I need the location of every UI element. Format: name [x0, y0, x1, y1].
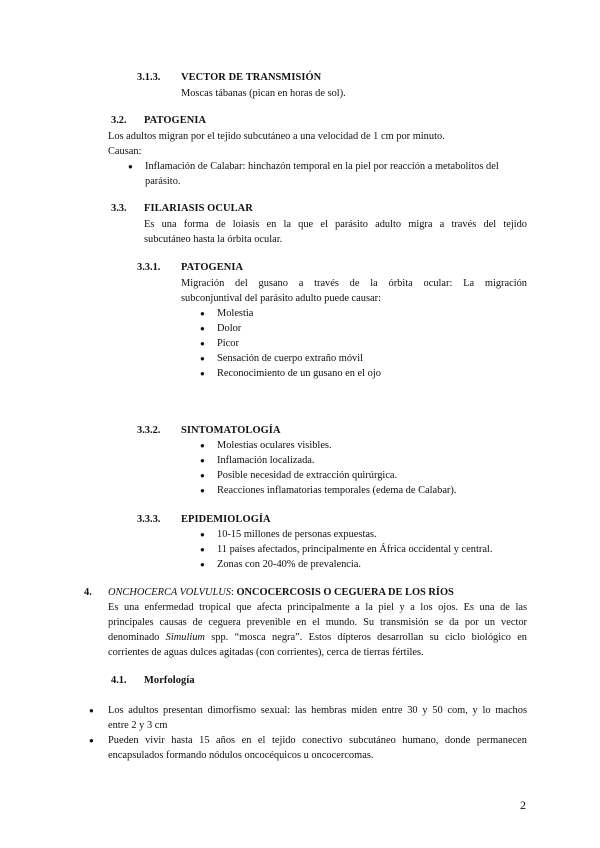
section-number-3-2: 3.2.: [111, 115, 127, 126]
vector-text: Moscas tábanas (pican en horas de sol).: [181, 88, 346, 99]
section-title-sintomatologia: SINTOMATOLOGÍA: [181, 425, 281, 436]
list-item: Posible necesidad de extracción quirúrgica.: [217, 470, 398, 481]
list-item: Picor: [217, 338, 239, 349]
bullet-icon: ●: [200, 471, 205, 480]
section-number-4-1: 4.1.: [111, 675, 127, 686]
list-item: Reacciones inflamatorias temporales (edema de Calabar).: [217, 485, 457, 496]
section-title-epidemiologia: EPIDEMIOLOGÍA: [181, 514, 271, 525]
bullet-icon: ●: [200, 354, 205, 363]
list-item: Zonas con 20-40% de prevalencia.: [217, 559, 361, 570]
morfologia-bullet-2-line-1: Pueden vivir hasta 15 años en el tejido conectivo subcutáneo humano, donde permanecen: [108, 735, 527, 746]
section-title-onchocerca: [108, 587, 454, 598]
onchocerca-line-2: principales causas de ceguera prevenible en el mundo. Su transmisión se da por un vector: [108, 617, 527, 628]
section-title-filariasis: FILARIASIS OCULAR: [144, 203, 253, 214]
list-item: Molestia: [217, 308, 254, 319]
bullet-icon: ●: [200, 530, 205, 539]
filariasis-line-2: subcutáneo hasta la órbita ocular.: [144, 234, 283, 245]
section-title-patogenia-ocular: PATOGENIA: [181, 262, 244, 273]
section-number-4: 4.: [84, 587, 92, 598]
bullet-icon: ●: [200, 486, 205, 495]
list-item: Reconocimiento de un gusano en el ojo: [217, 368, 381, 379]
bullet-icon: ●: [200, 309, 205, 318]
onchocerca-line-3: [108, 632, 527, 643]
calabar-line-1: Inflamación de Calabar: hinchazón temporal en la piel por reacción a metabolitos del: [145, 161, 499, 172]
section-title-patogenia: PATOGENIA: [144, 115, 207, 126]
oncocercosis-title: ONCOCERCOSIS O CEGUERA DE LOS RÍOS: [233, 587, 454, 598]
bullet-icon: ●: [200, 339, 205, 348]
bullet-icon: ●: [200, 545, 205, 554]
bullet-icon: ●: [200, 560, 205, 569]
morfologia-bullet-1-line-2: entre 2 y 3 cm: [108, 720, 168, 731]
list-item: Inflamación localizada.: [217, 455, 315, 466]
section-title-morfologia: Morfología: [144, 675, 195, 686]
morfologia-bullet-1-line-1: Los adultos presentan dimorfismo sexual: las hembras miden entre 30 y 50 com, y lo machos: [108, 705, 527, 716]
line3-part-a: denominado: [108, 632, 166, 643]
bullet-icon: ●: [89, 736, 94, 745]
patogenia-causan: Causan:: [108, 146, 142, 157]
patogenia-ocular-line-1: Migración del gusano a través de la órbita ocular: La migración: [181, 278, 527, 289]
list-item: 11 países afectados, principalmente en África occidental y central.: [217, 544, 493, 555]
bullet-icon: ●: [128, 162, 133, 171]
patogenia-paragraph: Los adultos migran por el tejido subcutáneo a una velocidad de 1 cm por minuto.: [108, 131, 445, 142]
section-number-3-1-3: 3.1.3.: [137, 72, 161, 83]
bullet-icon: ●: [89, 706, 94, 715]
list-item: Sensación de cuerpo extraño móvil: [217, 353, 364, 364]
morfologia-bullet-2-line-2: encapsulados formando nódulos oncocéquicos u oncocercomas.: [108, 750, 374, 761]
calabar-line-2: parásito.: [145, 176, 181, 187]
section-number-3-3-1: 3.3.1.: [137, 262, 161, 273]
list-item: Dolor: [217, 323, 242, 334]
onchocerca-line-4: corrientes de aguas dulces agitadas (con corrientes), cerca de tierras fértiles.: [108, 647, 424, 658]
patogenia-ocular-line-2: subconjuntival del parásito adulto puede causar:: [181, 293, 381, 304]
onchocerca-line-1: Es una enfermedad tropical que afecta principalmente a la piel y a los ojos. Es una de las: [108, 602, 527, 613]
section-title-vector: VECTOR DE TRANSMISIÓN: [181, 72, 322, 83]
line3-part-b: spp. “mosca negra”. Estos dípteros desarrollan su ciclo biológico en: [204, 632, 527, 643]
section-number-3-3-3: 3.3.3.: [137, 514, 161, 525]
simulium-italic: Simulium: [165, 632, 205, 643]
list-item: Molestias oculares visibles.: [217, 440, 332, 451]
page-number: 2: [520, 798, 526, 812]
section-number-3-3: 3.3.: [111, 203, 127, 214]
bullet-icon: ●: [200, 369, 205, 378]
filariasis-line-1: Es una forma de loiasis en la que el parásito adulto migra a través del tejido: [144, 219, 527, 230]
section-number-3-3-2: 3.3.2.: [137, 425, 161, 436]
bullet-icon: ●: [200, 456, 205, 465]
list-item: 10-15 millones de personas expuestas.: [217, 529, 377, 540]
bullet-icon: ●: [200, 324, 205, 333]
onchocerca-colon: :: [230, 587, 234, 598]
onchocerca-italic: ONCHOCERCA VOLVULUS: [108, 587, 231, 598]
bullet-icon: ●: [200, 441, 205, 450]
